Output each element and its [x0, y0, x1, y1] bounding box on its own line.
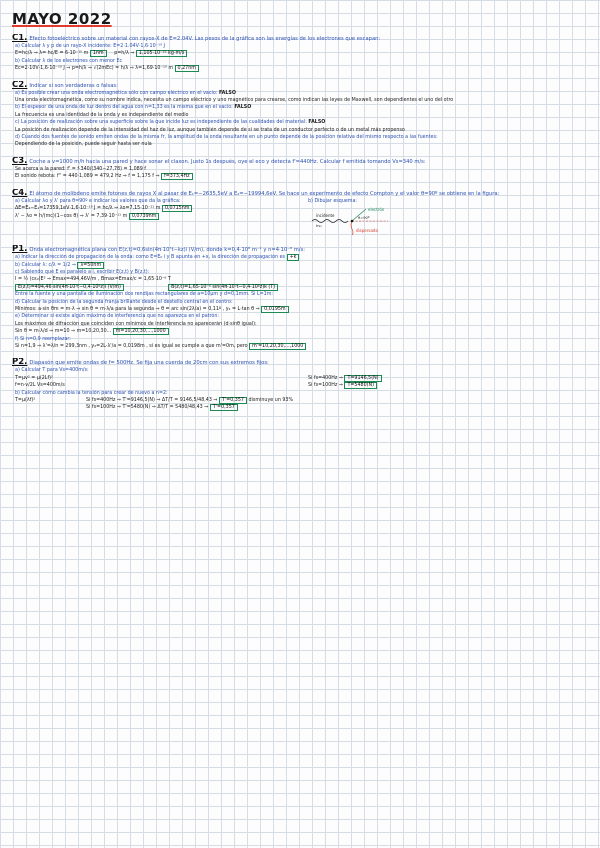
section-c4 [12, 189, 590, 237]
section-p1 [12, 245, 590, 350]
subquestion-b: b) Dibujar esquema: [308, 198, 358, 204]
answer-line: Si n=1,9 ⇒ λ'=λ/n = 299,3nm , y₂=2L·λ'/a = 0,0198m , si es igual se cumple a que m'=0m, pero m'=10,20,30,...,1000 [12, 343, 590, 350]
answer-line: El sonido rebota: f'' = 440·1,089 = 479,2 Hz ⇒ f = 1,175 f ⇒ f=373,4Hz [12, 173, 590, 180]
answer-line: b) Calcular λ: c/λ = 1/2 ⇒ λ=50nm [12, 262, 590, 269]
svg-text:hv₀: hv₀ [316, 224, 322, 229]
subquestion-f: f) Si n=0,9 reemplazar: [15, 336, 71, 342]
section-c3 [12, 157, 590, 181]
statement-d: d) Cuando dos fuentes de sonido emiten ondas de la misma fr, la amplitud de la onda resultante en un punto depende de la posición relativa del mismo respecto a las fuentes: [15, 135, 438, 141]
question-text: Efecto fotoeléctrico sobre un material con rayos-X de E=2.04V. Las pesos de la gráfica son las energías de los electrones que escapan: [29, 36, 381, 42]
question-text: El átomo de molibdeno emite fotones de rayos X al pasar de E₁=−2635,5eV a E₂=−19994,6eV. Se hace un experimento de efecto Compton y el valor θ=90º se obtiene en la figura: [29, 190, 500, 197]
answer-line: I = ½ (cε₀)E² ⇒ Emax=494,46V/m , Bmax=Emax/c = 1,65·10⁻⁶ T [15, 277, 171, 283]
section-number: P2. [12, 358, 28, 368]
question-text: Diapasón que emite ondas de f= 500Hz. Se fija una cuerda de 20cm con sus extremos fijos: [29, 360, 269, 367]
answer-line: Ec=2·10V·1,6·10⁻¹⁹ J ⇒ p=h/λ ⇒ √(2mEc) = h/λ ⇒ λ=1,69·10⁻¹⁰ m 0,27nm [12, 65, 590, 72]
answer-line: Si fs=400Hz ⇒ T=9146,5(N) [308, 375, 590, 382]
answer-line: a) Indicar la dirección de propagación de la onda: como E=E₀ i y B apunta en +x, la dirección de propagación es +k [12, 254, 590, 261]
section-number: C3. [12, 156, 28, 166]
explanation: La posición de realización depende de la intensidad del haz de luz, aunque también depende de si se trata de un conductor perfecto o de un metal más propenso [15, 127, 405, 133]
answer-line: Sin θ = m·λ/d ⇒ m=10 ⇒ m=10,20,30... m=10,20,30,...,1000 [12, 328, 590, 335]
question-text: Coche a v=1000 m/h hacia una pared y hace sonar el claxon. Justo 1s después, oye el eco y detecta f'=440Hz. Calcular f emitida tomando Vs=340 m/s: [29, 158, 426, 165]
svg-text:dispersado: dispersado [356, 228, 378, 234]
answer-line: E=hc/λ ⇒ λ= hc/E = 6·10⁻¹⁰ m 1nm p=h/λ ⇒ 1,105·10⁻²⁵ kg·m/s [12, 50, 590, 57]
statement-b: b) El espesor de una onda de luz dentro del agua con n=1,33 es la misma que en el vacío: FALSO [15, 105, 252, 111]
svg-text:θ=90º: θ=90º [358, 216, 370, 221]
svg-text:incidente: incidente [316, 213, 335, 219]
svg-text:electrón: electrón [368, 207, 385, 213]
statement-c: c) La posición de realización sobre una superficie sobre la que incide luz es independiente de las cualidades del material: FALSO [15, 120, 326, 126]
subquestion-a: a) Calcular λo y λ' para θ=90º e indicar los valores que da la gráfica: [15, 198, 181, 204]
explanation: Dependiendo de la posición, puede seguir hasta ser nula [15, 142, 152, 148]
explanation: La frecuencia es una identidad de la onda y es independiente del medio [15, 112, 189, 118]
notes-page [12, 10, 590, 420]
page-title: MAYO 2022 [12, 10, 112, 28]
subquestion-a: a) Calcular λ y p de un rayo-X incidente: E=2·1.04V·1,6·10⁻¹⁹ J [15, 44, 165, 49]
answer-line: T=μ(λf)² [15, 398, 36, 403]
subquestion-b: b) Calcular λ de los electrones con menor Ec [15, 58, 123, 64]
explanation: Una onda electromagnética, como su nombre indica, necesita un campo eléctrico y uno magnético para crearse, como indican las leyes de Maxwell, son dependientes el uno del otro [15, 98, 454, 104]
section-number: C2. [12, 80, 28, 90]
subquestion-d: d) Calcular la posición de la segunda franja brillante desde el destello central en el centro: [15, 299, 233, 305]
subquestion-c: c) Sabiendo que E es paralelo a i, escribir E(z,t) y B(z,t): [15, 269, 150, 275]
section-number: C4. [12, 188, 28, 198]
answer-line: ΔE=E₂−E₁=17359,1eV·1,6·10⁻¹⁹ J = hc/λ ⇒ λo=7,15·10⁻¹¹ m 0,0715nm [12, 205, 294, 212]
section-c2 [12, 81, 590, 149]
answer-line: f=n·v/2L Vs=400m/s [15, 383, 65, 389]
section-number: P1. [12, 245, 28, 255]
answer-line: Mínimos: a·sin θm = m·λ ⇒ sin θ = m·λ/a para la segunda ⇒ θ = arc sin(2λ/a) = 0,11º , y₂ = L·tan θ ⇒ 0,0195m [12, 306, 590, 313]
section-number: C1. [12, 34, 28, 43]
statement-a: a) Es posible crear una onda electromagnética sólo con campo eléctrico en el vacío: FALSO [15, 90, 236, 96]
answer-line: Si fs=400Hz ⇒ T'=9146,5(N) ⇒ ΔT/T = 9146,5/48,43 ⇒ T'=0,357 disminuye un 93% [86, 398, 294, 403]
answer-line: E(z,t)=494,46·sin(4π·10⁷t−0,4·10⁸z)i (V/m) B(z,t)=1,65·10⁻⁶ sin(4π·10⁷t−0,4·10⁸z)k (T) [12, 284, 590, 291]
subquestion-a: a) Calcular T para Vs=400m/s: [15, 368, 89, 374]
subquestion-b: b) Calcular cómo cambia la tensión para crear de nuevo a n=2: [15, 390, 168, 396]
answer-line: Si fs=100Hz ⇒ T=5480(N) [308, 382, 590, 389]
subquestion-e: e) Determinar si existe algún máximo de interferencia que no aparezca en el patrón: [15, 314, 219, 320]
answer-line: Los máximos de difracción que coinciden con mínimos de interferencia no aparecerán (d·sinθ igual): [15, 321, 257, 327]
compton-diagram-icon [308, 205, 418, 237]
section-p2 [12, 358, 590, 411]
statement: Entre la fuente y una pantalla de iluminación dos rendijas rectangulares de a=10μm y d=0,1mm. Si L=1m: [15, 292, 274, 298]
section-c1 [12, 34, 590, 73]
answer-line: T=μv² = μ(2Lf)² [15, 375, 53, 381]
compton-sketch [308, 205, 418, 237]
question-text: Onda electromagnética plana con E(z,t)=0,6sin(4π·10⁷t−kz)i (V/m), donde k=0,4·10⁸ m⁻¹ y n=4·10⁻⁸ m/s: [29, 247, 305, 254]
answer-line: λ' − λo = h/(mc)(1−cos θ) ⇒ λ' = 7,39·10⁻¹¹ m 0,0739nm [12, 213, 294, 220]
answer-line: Se acerca a la pared: f' = f·340/(340−27,78) = 1,089 f [15, 166, 146, 172]
question-text: Indicar si son verdaderas o falsas: [29, 82, 118, 89]
answer-line: Si fs=100Hz ⇒ T'=5480(N) ⇒ ΔT/T = 5480/48,43 ⇒ T'=0,357 [86, 404, 590, 411]
